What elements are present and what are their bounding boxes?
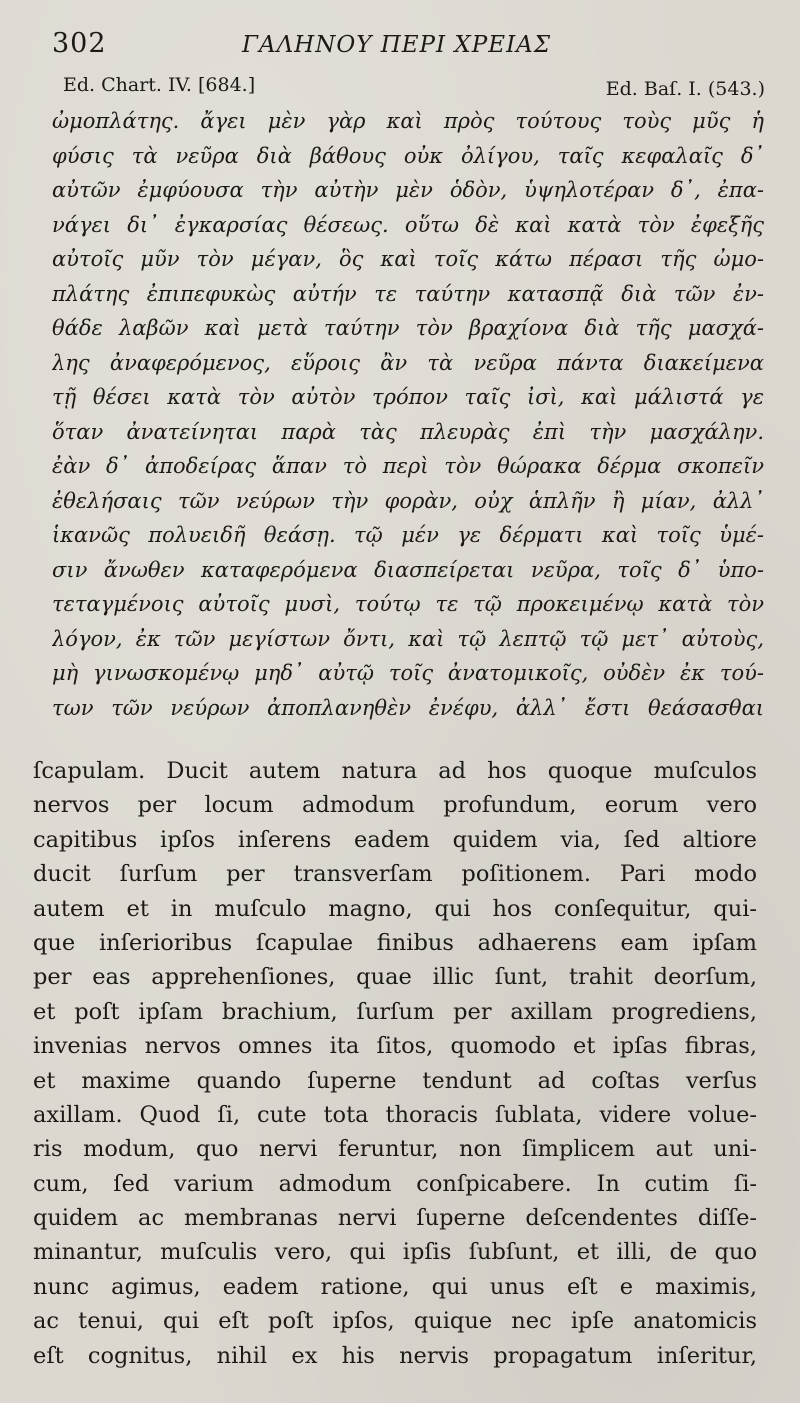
page-header bbox=[52, 28, 762, 68]
edition-references bbox=[63, 74, 765, 100]
latin-line: ſcapulam. Ducit autem natura ad hos quoque muſculos bbox=[33, 758, 757, 784]
greek-line: μὴ γινωσκομένῳ μηδ᾽ αὐτῷ τοῖς ἀνατομικοῖς, οὐδὲν ἐκ τού- bbox=[52, 661, 764, 685]
latin-line: cum, ſed varium admodum conſpicabere. In cutim ſi- bbox=[33, 1170, 757, 1197]
greek-line: θάδε λαβῶν καὶ μετὰ ταύτην τὸν βραχίονα διὰ τῆς μασχά- bbox=[52, 316, 764, 340]
edition-basel: Ed. Baſ. I. (543.) bbox=[605, 78, 765, 100]
latin-line: invenias nervos omnes ita ſitos, quomodo et ipſas fibras, bbox=[33, 1033, 757, 1060]
greek-line: τεταγμένοις αὐτοῖς μυσὶ, τούτῳ τε τῷ προκειμένῳ κατὰ τὸν bbox=[52, 592, 764, 616]
greek-line: ἐθελήσαις τῶν νεύρων τὴν φορὰν, οὐχ ἁπλῆν ἢ μίαν, ἀλλ᾽ bbox=[52, 488, 764, 513]
latin-line: ris modum, quo nervi feruntur, non ſimplicem aut uni- bbox=[33, 1136, 757, 1163]
latin-line: et maxime quando ſuperne tendunt ad coſtas verſus bbox=[33, 1067, 757, 1094]
latin-line: nervos per locum admodum profundum, eorum vero bbox=[33, 792, 757, 819]
latin-line: et poſt ipſam brachium, ſurſum per axillam progrediens, bbox=[33, 998, 757, 1025]
greek-line: αὐτῶν ἐμφύουσα τὴν αὐτὴν μὲν ὁδὸν, ὑψηλοτέραν δ᾽, ἐπα- bbox=[52, 178, 764, 202]
greek-line: τῇ θέσει κατὰ τὸν αὐτὸν τρόπον ταῖς ἰσὶ, καὶ μάλιστά γε bbox=[52, 385, 764, 409]
latin-line: capitibus ipſos inſerens eadem quidem via, ſed altiore bbox=[33, 826, 757, 853]
greek-line: πλάτης ἐπιπεφυκὼς αὐτήν τε ταύτην κατασπᾷ διὰ τῶν ἐν- bbox=[52, 281, 764, 306]
latin-line: ducit ſurſum per transverſam poſitionem. Pari modo bbox=[33, 861, 757, 888]
greek-line: των τῶν νεύρων ἀποπλανηθὲν ἐνέφυ, ἀλλ᾽ ἔστι θεάσασθαι bbox=[52, 695, 764, 720]
latin-line: quidem ac membranas nervi ſuperne deſcendentes diſſe- bbox=[33, 1205, 757, 1232]
latin-line: per eas apprehenſiones, quae illic ſunt, trahit deorſum, bbox=[33, 964, 757, 991]
latin-line: autem et in muſculo magno, qui hos conſequitur, qui- bbox=[33, 895, 757, 922]
greek-line: σιν ἄνωθεν καταφερόμενα διασπείρεται νεῦρα, τοῖς δ᾽ ὑπο- bbox=[52, 557, 764, 582]
greek-line: φύσις τὰ νεῦρα διὰ βάθους οὐκ ὀλίγου, ταῖς κεφαλαῖς δ᾽ bbox=[52, 143, 764, 168]
greek-text-block bbox=[52, 104, 764, 725]
latin-line: que inſerioribus ſcapulae finibus adhaerens eam ipſam bbox=[33, 929, 757, 956]
greek-line: ὅταν ἀνατείνηται παρὰ τὰς πλευρὰς ἐπὶ τὴν μασχάλην. bbox=[52, 419, 764, 444]
greek-line: ἐὰν δ᾽ ἀποδείρας ἅπαν τὸ περὶ τὸν θώρακα δέρμα σκοπεῖν bbox=[52, 454, 764, 478]
latin-line: nunc agimus, eadem ratione, qui unus eſt e maximis, bbox=[33, 1273, 757, 1300]
greek-line: λης ἀναφερόμενος, εὕροις ἂν τὰ νεῦρα πάντα διακείμενα bbox=[52, 350, 764, 375]
running-title: ΓΑΛΗΝΟΥ ΠΕΡΙ ΧΡΕΙΑΣ bbox=[242, 32, 552, 58]
edition-chartier: Ed. Chart. IV. [684.] bbox=[63, 74, 256, 96]
greek-line: νάγει δι᾽ ἐγκαρσίας θέσεως. οὕτω δὲ καὶ κατὰ τὸν ἐφεξῆς bbox=[52, 212, 764, 237]
page-number: 302 bbox=[52, 28, 107, 59]
greek-line: ὠμοπλάτης. ἄγει μὲν γὰρ καὶ πρὸς τούτους τοὺς μῦς ἡ bbox=[52, 109, 764, 133]
latin-line: minantur, muſculis vero, qui ipſis ſubſunt, et illi, de quo bbox=[33, 1239, 757, 1266]
latin-line: axillam. Quod ſi, cute tota thoracis ſublata, videre volue- bbox=[33, 1101, 757, 1128]
latin-line: ac tenui, qui eſt poſt ipſos, quique nec ipſe anatomicis bbox=[33, 1308, 757, 1335]
latin-text-block bbox=[33, 754, 757, 1373]
greek-line: ἱκανῶς πολυειδῆ θεάσῃ. τῷ μέν γε δέρματι καὶ τοῖς ὑμέ- bbox=[52, 523, 764, 547]
greek-line: λόγον, ἐκ τῶν μεγίστων ὄντι, καὶ τῷ λεπτῷ τῷ μετ᾽ αὐτοὺς, bbox=[52, 626, 764, 651]
greek-line: αὐτοῖς μῦν τὸν μέγαν, ὃς καὶ τοῖς κάτω πέρασι τῆς ὠμο- bbox=[52, 247, 764, 271]
latin-line: eſt cognitus, nihil ex his nervis propagatum inſeritur, bbox=[33, 1342, 757, 1369]
